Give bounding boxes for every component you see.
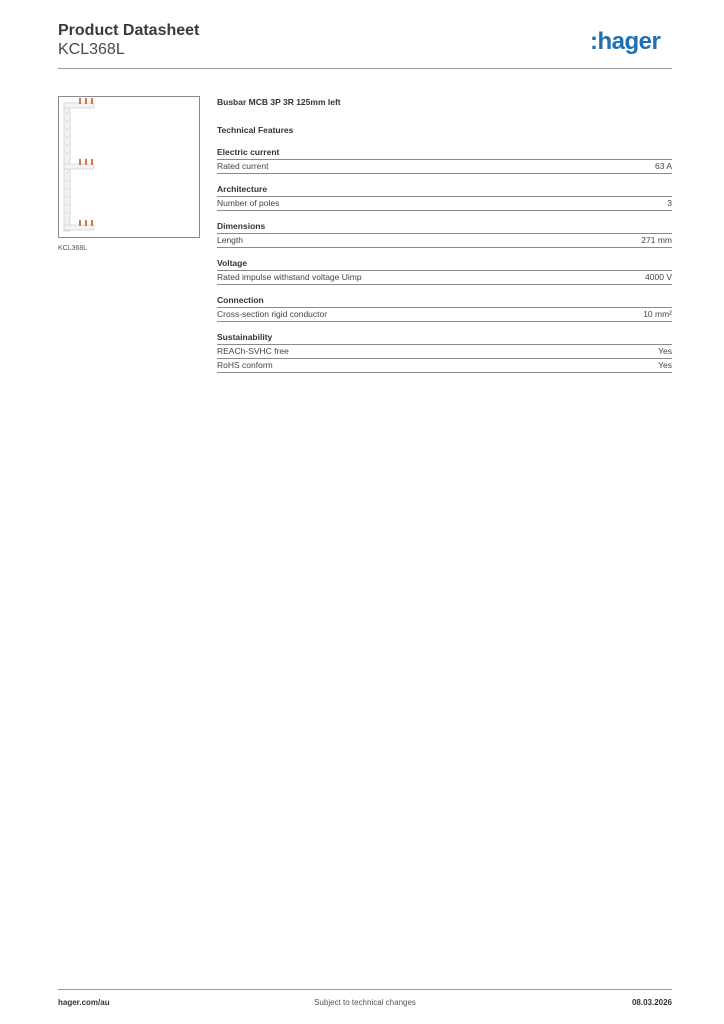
spec-row bbox=[217, 271, 672, 285]
product-code: KCL368L bbox=[58, 41, 125, 58]
footer-website: hager.com/au bbox=[58, 998, 110, 1007]
section-electric-current bbox=[217, 147, 672, 174]
section-voltage bbox=[217, 258, 672, 285]
spec-value: Yes bbox=[658, 346, 672, 356]
section-connection bbox=[217, 295, 672, 322]
spec-label: Length bbox=[217, 235, 243, 245]
spec-row bbox=[217, 308, 672, 322]
section-sustainability bbox=[217, 332, 672, 373]
footer-date: 08.03.2026 bbox=[631, 998, 672, 1007]
svg-text::hager: :hager bbox=[590, 28, 661, 55]
section-title: Architecture bbox=[217, 184, 672, 197]
header-divider bbox=[58, 68, 672, 69]
datasheet-content bbox=[217, 96, 672, 383]
spec-value: 3 bbox=[667, 198, 672, 208]
section-title: Electric current bbox=[217, 147, 672, 160]
spec-value: Yes bbox=[658, 360, 672, 370]
spec-row bbox=[217, 160, 672, 174]
busbar-product-image bbox=[59, 97, 199, 237]
section-title: Sustainability bbox=[217, 332, 672, 345]
spec-label: Cross-section rigid conductor bbox=[217, 309, 328, 319]
spec-value: 4000 V bbox=[645, 272, 672, 282]
product-name: Busbar MCB 3P 3R 125mm left bbox=[217, 97, 341, 107]
spec-row bbox=[217, 234, 672, 248]
spec-label: Number of poles bbox=[217, 198, 280, 208]
section-title: Dimensions bbox=[217, 221, 672, 234]
section-title: Connection bbox=[217, 295, 672, 308]
spec-value: 271 mm bbox=[641, 235, 672, 245]
section-dimensions bbox=[217, 221, 672, 248]
page-header bbox=[58, 22, 672, 68]
spec-label: REACh-SVHC free bbox=[217, 346, 289, 356]
hager-logo bbox=[590, 28, 672, 56]
spec-row bbox=[217, 359, 672, 373]
product-image bbox=[58, 96, 200, 238]
footer-divider bbox=[58, 989, 672, 990]
spec-label: RoHS conform bbox=[217, 360, 273, 370]
document-title: Product Datasheet bbox=[58, 22, 200, 39]
section-title: Voltage bbox=[217, 258, 672, 271]
image-caption: KCL368L bbox=[58, 245, 88, 252]
spec-row bbox=[217, 345, 672, 359]
spec-value: 63 A bbox=[654, 161, 672, 171]
section-architecture bbox=[217, 184, 672, 211]
footer-note: Subject to technical changes bbox=[314, 998, 416, 1007]
spec-label: Rated current bbox=[217, 161, 269, 171]
spec-label: Rated impulse withstand voltage Uimp bbox=[217, 272, 362, 282]
spec-row bbox=[217, 197, 672, 211]
technical-features-title: Technical Features bbox=[217, 125, 294, 135]
spec-value: 10 mm² bbox=[643, 309, 672, 319]
